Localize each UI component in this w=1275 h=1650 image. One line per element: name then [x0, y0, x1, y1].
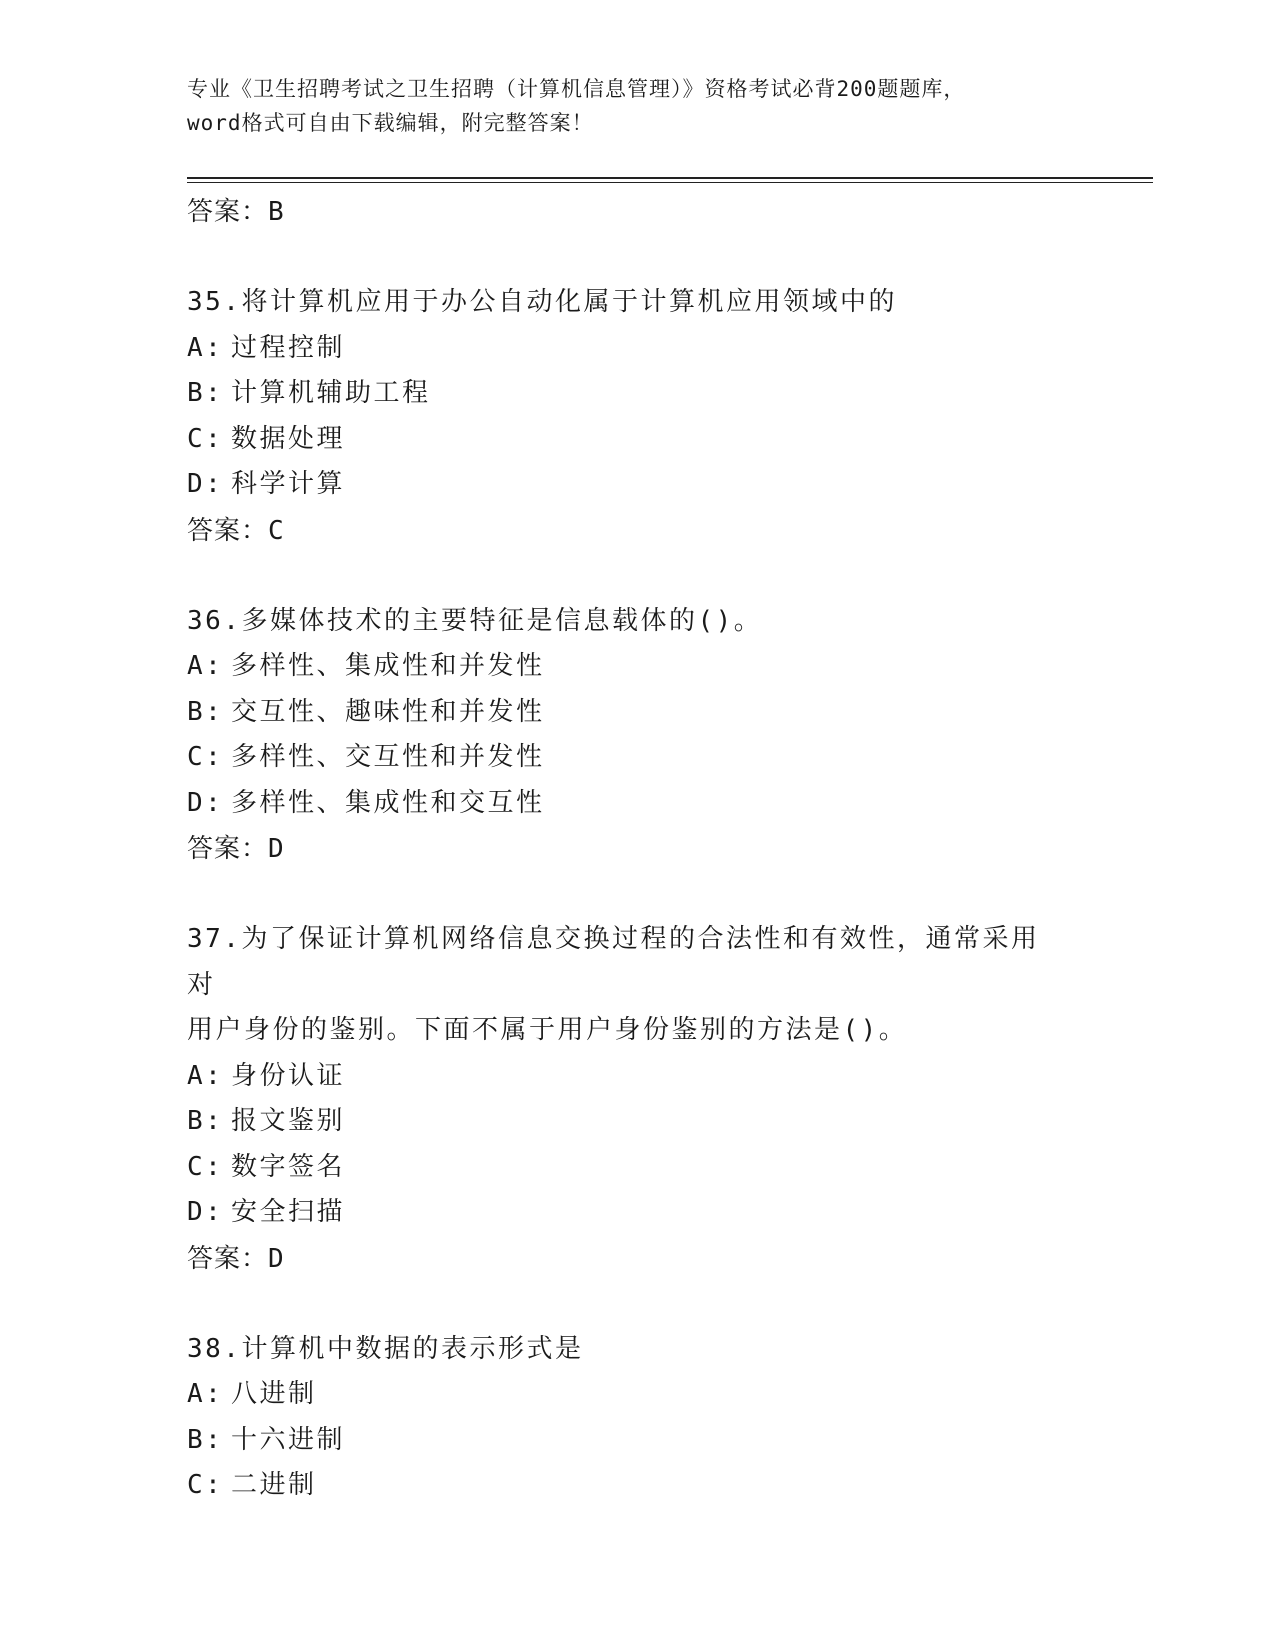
option-a	[187, 1372, 1087, 1418]
option-text: 二进制	[231, 1470, 317, 1500]
header-rule-thin	[187, 182, 1153, 183]
option-key: A:	[187, 1379, 224, 1409]
option-key: D:	[187, 787, 224, 818]
option-key: B:	[187, 378, 224, 408]
answer-value: C	[268, 515, 285, 546]
question-list	[187, 189, 1087, 1509]
option-b	[187, 1099, 1087, 1145]
option-key: C:	[187, 742, 224, 772]
option-text: 计算机辅助工程	[231, 378, 431, 408]
option-text: 交互性、趣味性和并发性	[231, 696, 545, 727]
answer-value: B	[268, 197, 285, 227]
answer-line	[187, 1236, 1087, 1282]
answer-label: 答案：	[187, 515, 269, 546]
option-text: 科学计算	[231, 469, 346, 499]
header-line-2: word格式可自由下载编辑，附完整答案！	[187, 111, 594, 135]
option-c	[187, 1145, 1087, 1191]
option-key: B:	[187, 1106, 224, 1136]
option-key: A:	[187, 332, 224, 363]
option-c	[187, 735, 1087, 781]
option-key: B:	[187, 1424, 224, 1455]
option-a	[187, 644, 1087, 690]
option-key: C:	[187, 1470, 224, 1500]
question-text-line-2: 用户身份的鉴别。下面不属于用户身份鉴别的方法是()。	[187, 1015, 908, 1045]
option-key: A:	[187, 651, 224, 681]
option-b	[187, 690, 1087, 736]
option-text: 数字签名	[231, 1151, 346, 1182]
option-c	[187, 417, 1087, 463]
option-text: 身份认证	[231, 1060, 346, 1091]
question-block	[187, 917, 1087, 1282]
answer-label: 答案：	[187, 1243, 269, 1274]
option-key: C:	[187, 423, 224, 454]
answer-label: 答案：	[187, 197, 269, 227]
answer-label: 答案：	[187, 834, 269, 864]
answer-value: D	[268, 834, 285, 864]
option-d	[187, 462, 1087, 508]
option-text: 报文鉴别	[231, 1106, 346, 1136]
option-key: D:	[187, 469, 224, 499]
answer-line	[187, 189, 1087, 235]
option-text: 八进制	[231, 1379, 317, 1409]
option-key: A:	[187, 1060, 224, 1091]
answer-line	[187, 826, 1087, 872]
option-c	[187, 1463, 1087, 1509]
option-text: 十六进制	[231, 1424, 346, 1455]
question-text-line-1: 37.为了保证计算机网络信息交换过程的合法性和有效性，通常采用对	[187, 924, 1040, 1000]
answer-value: D	[268, 1243, 285, 1274]
option-text: 安全扫描	[231, 1197, 346, 1227]
option-text: 多样性、集成性和并发性	[231, 651, 545, 681]
option-key: B:	[187, 696, 224, 727]
option-text: 多样性、交互性和并发性	[231, 742, 545, 772]
answer-line	[187, 508, 1087, 554]
header-rule-thick	[187, 177, 1153, 179]
option-b	[187, 371, 1087, 417]
question-text: 35.将计算机应用于办公自动化属于计算机应用领域中的	[187, 287, 897, 317]
option-b	[187, 1418, 1087, 1464]
option-key: D:	[187, 1197, 224, 1227]
header-line-1: 专业《卫生招聘考试之卫生招聘（计算机信息管理）》资格考试必背200题题库，	[187, 77, 966, 101]
question-block	[187, 1327, 1087, 1509]
option-a	[187, 326, 1087, 372]
option-text: 过程控制	[231, 332, 346, 363]
question-text: 38.计算机中数据的表示形式是	[187, 1333, 584, 1364]
option-key: C:	[187, 1151, 224, 1182]
option-a	[187, 1054, 1087, 1100]
option-d	[187, 781, 1087, 827]
option-text: 多样性、集成性和交互性	[231, 787, 545, 818]
option-d	[187, 1190, 1087, 1236]
question-block	[187, 280, 1087, 554]
question-block	[187, 599, 1087, 873]
question-text: 36.多媒体技术的主要特征是信息载体的()。	[187, 605, 763, 636]
document-header	[187, 72, 1087, 140]
option-text: 数据处理	[231, 423, 346, 454]
